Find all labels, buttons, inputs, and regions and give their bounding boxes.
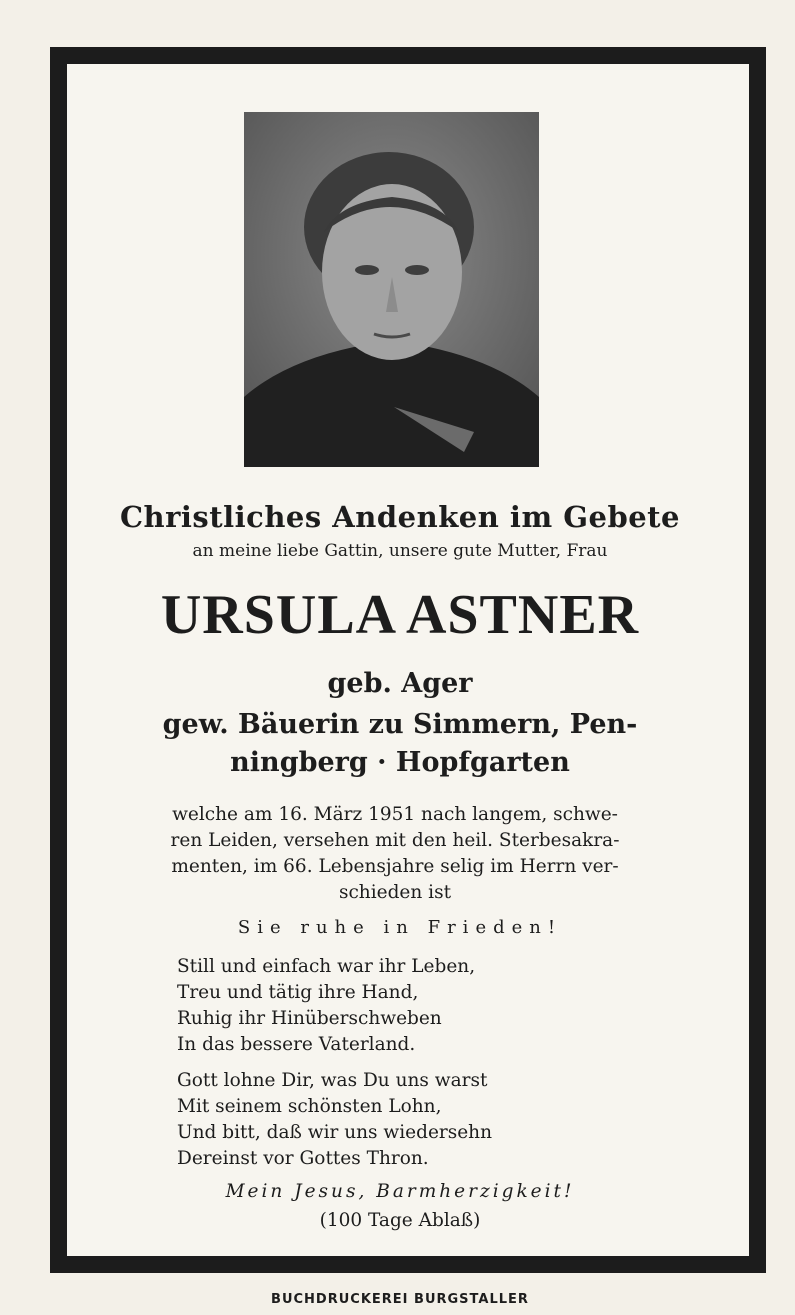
rest-in-peace: Sie ruhe in Frieden! <box>237 917 563 938</box>
death-notice <box>105 802 685 906</box>
death-line: schieden ist <box>338 882 452 903</box>
verse-line: Gott lohne Dir, was Du uns warst <box>177 1070 488 1091</box>
verse-first <box>177 954 475 1058</box>
death-line: welche am 16. März 1951 nach langem, schwe- <box>172 804 618 825</box>
memorial-title: Christliches Andenken im Gebete <box>119 500 681 534</box>
verse-second <box>177 1068 492 1172</box>
occupation-line: gew. Bäuerin zu Simmern, Pen- <box>162 709 638 740</box>
verse-line: Dereinst vor Gottes Thron. <box>177 1148 429 1169</box>
indulgence-note: (100 Tage Ablaß) <box>319 1210 481 1231</box>
verse-line: Mit seinem schönsten Lohn, <box>177 1096 442 1117</box>
death-line: menten, im 66. Lebensjahre selig im Herrn ver- <box>171 856 619 877</box>
occupation <box>100 706 700 782</box>
verse-line: Treu und tätig ihre Hand, <box>177 982 419 1003</box>
deceased-name: URSULA ASTNER <box>160 584 640 646</box>
printer-imprint: BUCHDRUCKEREI BURGSTALLER <box>271 1292 529 1307</box>
verse-line: Ruhig ihr Hinüberschweben <box>177 1008 442 1029</box>
verse-line: Still und einfach war ihr Leben, <box>177 956 476 977</box>
portrait-photo <box>244 112 539 467</box>
dedication-line: an meine liebe Gattin, unsere gute Mutter, Frau <box>192 541 608 561</box>
death-line: ren Leiden, versehen mit den heil. Sterbesakra- <box>170 830 620 851</box>
occupation-line: ningberg · Hopfgarten <box>230 747 570 778</box>
verse-line: Und bitt, daß wir uns wiedersehn <box>177 1122 493 1143</box>
verse-line: In das bessere Vaterland. <box>177 1034 416 1055</box>
prayer-line: Mein Jesus, Barmherzigkeit! <box>225 1181 575 1202</box>
birth-name: geb. Ager <box>327 668 473 699</box>
